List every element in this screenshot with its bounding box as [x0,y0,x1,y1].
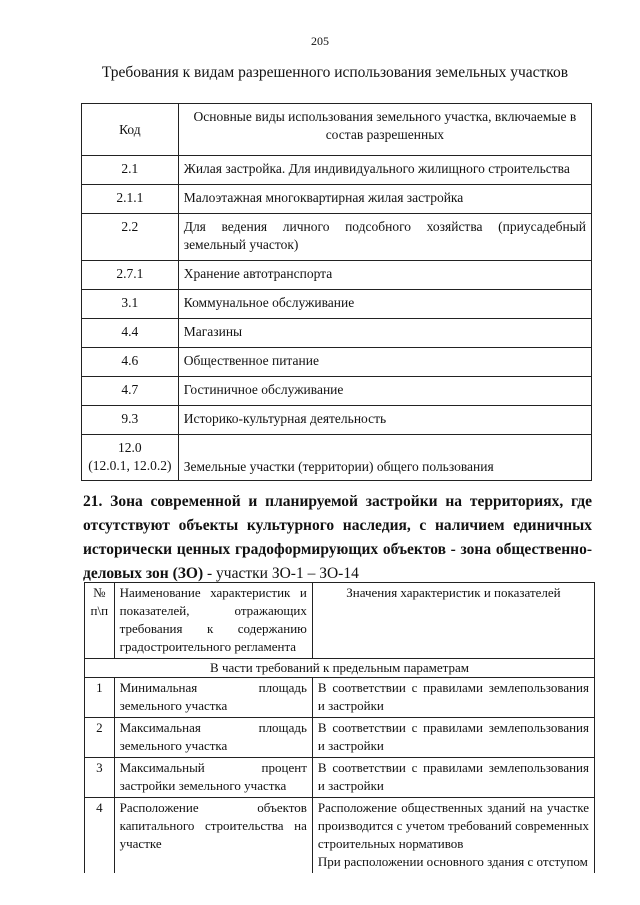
section-row [85,659,595,678]
row-use: Историко-культурная деятельность [178,406,591,435]
header-name: Наименование характеристик и показателей, отражающих требования к содержанию градостроительного регламента [114,583,312,659]
row-name: Максимальный процент застройки земельного участка [114,758,312,798]
row-value: В соответствии с правилами землепользования и застройки [312,718,594,758]
section-row-label: В части требований к предельным параметрам [85,659,595,678]
row-num: 2 [85,718,115,758]
table-row [82,185,592,214]
header-code: Код [82,104,179,156]
table-row [85,758,595,798]
row-use: Магазины [178,319,591,348]
table-row [82,214,592,261]
row-value-continuation: При расположении основного здания с отступом [317,854,588,869]
table-row [82,377,592,406]
row-use: Гостиничное обслуживание [178,377,591,406]
table-row [85,678,595,718]
header-value: Значения характеристик и показателей [312,583,594,659]
row-use: Хранение автотранспорта [178,261,591,290]
row-value: В соответствии с правилами землепользования и застройки [312,758,594,798]
table-row [82,156,592,185]
section-heading-tail: - участки ЗО-1 – ЗО-14 [203,565,359,582]
section-heading-text: 21. Зона современной и планируемой застройки на территориях, где отсутствуют объекты культурного наследия, с наличием единичных исторически ценных градоформирующих объектов - зона общественно-деловых зон (ЗО) [83,493,592,582]
row-name: Расположение объектов капитального строительства на участке [114,798,312,874]
table-header-row [85,583,595,659]
row-name: Максимальная площадь земельного участка [114,718,312,758]
row-name: Минимальная площадь земельного участка [114,678,312,718]
table-row [82,319,592,348]
page-number: 205 [311,34,329,48]
row-use: Коммунальное обслуживание [178,290,591,319]
row-value [312,798,594,874]
row-code: 4.7 [82,377,179,406]
table-row [85,718,595,758]
row-code-main: 12.0 [118,440,142,455]
row-num: 4 [85,798,115,874]
row-value: В соответствии с правилами землепользования и застройки [312,678,594,718]
parameters-table [84,582,595,873]
header-use: Основные виды использования земельного участка, включаемые в состав разрешенных [178,104,591,156]
table-row [82,435,592,481]
table-row [82,290,592,319]
row-code: 3.1 [82,290,179,319]
row-use: Малоэтажная многоквартирная жилая застройка [178,185,591,214]
row-code: 9.3 [82,406,179,435]
row-code: 4.4 [82,319,179,348]
header-num: № п\п [85,583,115,659]
row-code: 2.2 [82,214,179,261]
row-code [82,435,179,481]
row-code: 2.1 [82,156,179,185]
row-code: 2.1.1 [82,185,179,214]
row-use: Земельные участки (территории) общего пользования [178,435,591,481]
row-code: 2.7.1 [82,261,179,290]
section-heading [83,490,592,586]
row-num: 3 [85,758,115,798]
row-value-text: Расположение общественных зданий на участке производится с учетом требований современных строительных нормативов [317,800,589,851]
row-use: Для ведения личного подсобного хозяйства (приусадебный земельный участок) [178,214,591,261]
row-use: Жилая застройка. Для индивидуального жилищного строительства [178,156,591,185]
row-code: 4.6 [82,348,179,377]
document-title: Требования к видам разрешенного использования земельных участков [101,64,569,81]
row-num: 1 [85,678,115,718]
row-use: Общественное питание [178,348,591,377]
table-row [85,798,595,874]
table-row [82,406,592,435]
permitted-uses-table [81,103,592,481]
table-header-row [82,104,592,156]
table-row [82,261,592,290]
table-row [82,348,592,377]
row-code-sub: (12.0.1, 12.0.2) [88,458,172,473]
